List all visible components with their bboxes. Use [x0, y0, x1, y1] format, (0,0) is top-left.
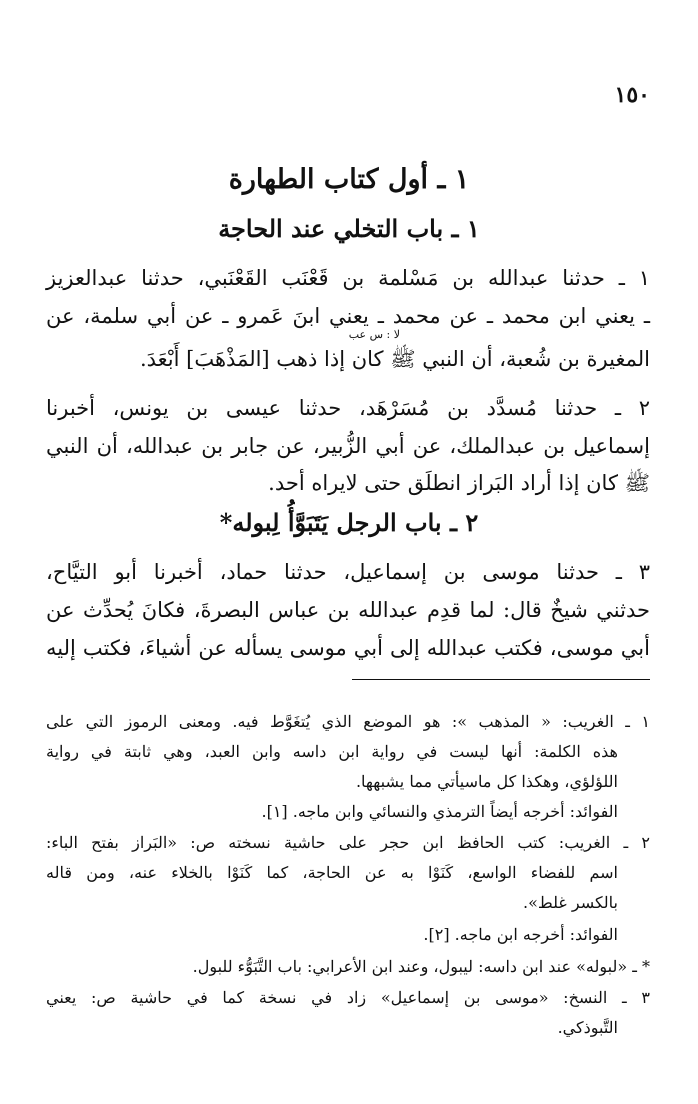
chapter-2-title: ٢ ـ باب الرجل يَتَبَوَّأُ لِبوله*: [219, 508, 479, 537]
hadith-2-line-1: ٢ ـ حدثنا مُسدَّد بن مُسَرْهَد، حدثنا عيسى بن يونس، أخبرنا: [46, 396, 650, 420]
hadith-1-line-3: المغيرة بن شُعبة، أن النبي ﷺ كان إذا ذهب [المَذْهَبَ] أَبْعَدَ.: [139, 347, 650, 371]
hadith-3-line-1: ٣ ـ حدثنا موسى بن إسماعيل، حدثنا حماد، أخبرنا أبو التيَّاح،: [46, 560, 650, 584]
footnote-3-line-2: التَّبوذكي.: [557, 1018, 618, 1037]
hadith-1-line-2: ـ يعني ابن محمد ـ عن محمد ـ يعني ابنَ عَمرو ـ عن أبي سلمة، عن: [46, 304, 650, 328]
recension-marks: لا : س عب: [348, 328, 400, 341]
hadith-1-line-1: ١ ـ حدثنا عبدالله بن مَسْلمة بن قَعْنَب القَعْنَبي، حدثنا عبدالعزيز: [46, 266, 650, 290]
hadith-3-line-2: حدثني شيخٌ قال: لما قدِم عبدالله بن عباس البصرةَ، فكانَ يُحدِّث عن: [46, 598, 650, 622]
hadith-2-line-3: ﷺ كان إذا أراد البَراز انطلَق حتى لايراه أحد.: [268, 471, 650, 495]
footnote-1-line-2: هذه الكلمة: أنها ليست في رواية ابن داسه وابن العبد، وهي ثابتة في رواية: [46, 742, 618, 761]
footnote-1-line-3: اللؤلؤي، وهكذا كل ماسيأتي مما يشبهها.: [355, 772, 618, 791]
hadith-2-line-2: إسماعيل بن عبدالملك، عن أبي الزُّبير، عن جابر بن عبدالله، أن النبي: [46, 434, 650, 458]
footnote-2-line-3: بالكسر غلط».: [523, 893, 618, 912]
footnote-2-benefits: الفوائد: أخرجه ابن ماجه. [٢].: [423, 925, 618, 944]
chapter-1-title: ١ ـ باب التخلي عند الحاجة: [218, 214, 480, 243]
footnote-2-line-1: ٢ ـ الغريب: كتب الحافظ ابن حجر على حاشية نسخته ص: «البَراز بفتح الباء:: [46, 833, 650, 852]
book-title: ١ ـ أول كتاب الطهارة: [228, 164, 470, 195]
footnote-divider: [352, 679, 650, 680]
footnote-star: * ـ «لبوله» عند ابن داسه: ليبول، وعند ابن الأعرابي: باب التَّبَوُّء للبول.: [192, 957, 650, 976]
footnote-1-line-1: ١ ـ الغريب: « المذهب »: هو الموضع الذي يُتغَوَّط فيه. ومعنى الرموز التي على: [46, 712, 650, 731]
hadith-3-line-3: أبي موسى، فكتب عبدالله إلى أبي موسى يسأله عن أشياءَ، فكتب إليه: [46, 636, 650, 660]
page-number: ١٥٠: [614, 82, 650, 108]
footnote-1-benefits: الفوائد: أخرجه أيضاً الترمذي والنسائي وابن ماجه. [١].: [261, 802, 618, 821]
footnote-3-line-1: ٣ ـ النسخ: «موسى بن إسماعيل» زاد في نسخة كما في حاشية ص: يعني: [46, 988, 650, 1007]
footnote-2-line-2: اسم للفضاء الواسع، كَنَوْا به عن الحاجة، كما كَنَوْا بالخلاء عنه، ومن قاله: [46, 863, 618, 882]
